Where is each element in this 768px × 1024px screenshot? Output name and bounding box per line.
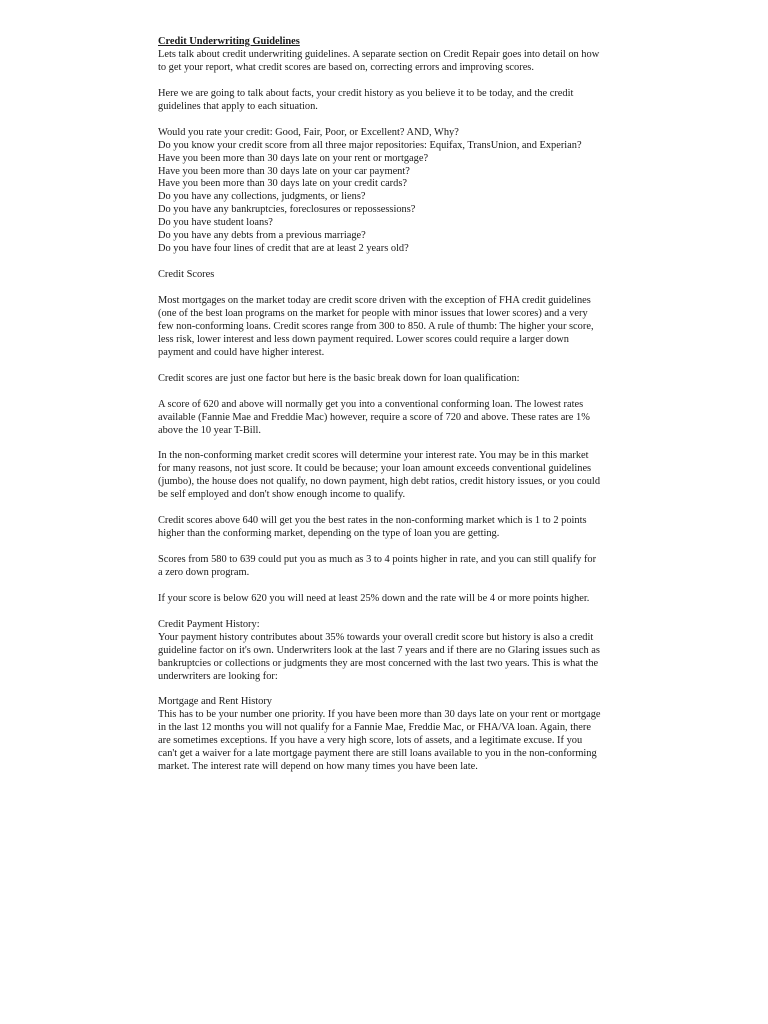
- credit-scores-paragraph: In the non-conforming market credit scores will determine your interest rate. You may be in this market for many reasons, not just score. It could be because; your loan amount exceeds conventional guidelines (jumbo), the house does not qualify, no down payment, high debt ratios, credit history issues, or you could be self employed and don't show enough income to qualify.: [158, 450, 601, 501]
- credit-scores-paragraph: A score of 620 and above will normally get you into a conventional conforming loan. The lowest rates available (Fannie Mae and Freddie Mac) however, require a score of 720 and above. These rates are 1% above the 10 year T-Bill.: [158, 398, 590, 436]
- credit-scores-paragraph: If your score is below 620 you will need at least 25% down and the rate will be 4 or more points higher.: [158, 592, 590, 604]
- credit-scores-paragraph: Most mortgages on the market today are credit score driven with the exception of FHA credit guidelines (one of the best loan programs on the market for people with minor issues that lower scores) and a very few non-conforming loans. Credit scores range from 300 to 850. A rule of thumb: The higher your score, less risk, lower interest and less down payment required. Lower scores could require a larger down payment and could have higher interest.: [158, 295, 594, 358]
- question-item: Do you know your credit score from all three major repositories: Equifax, TransUnion, and Experian?: [158, 139, 582, 151]
- question-item: Do you have any debts from a previous marriage?: [158, 230, 366, 242]
- payment-history-heading: Credit Payment History:: [158, 618, 260, 630]
- intro-paragraph: Lets talk about credit underwriting guidelines. A separate section on Credit Repair goes into detail on how to get your report, what credit scores are based on, correcting errors and improving scores.: [158, 48, 600, 73]
- document-title: Credit Underwriting Guidelines: [158, 36, 300, 47]
- spacer: [158, 114, 603, 127]
- spacer: [158, 386, 603, 399]
- questions-list: [158, 127, 603, 257]
- credit-scores-paragraph: Credit scores above 640 will get you the best rates in the non-conforming market which is 1 to 2 points higher than the conforming market, depending on the type of loan you are getting.: [158, 515, 587, 540]
- question-item: Have you been more than 30 days late on your credit cards?: [158, 178, 407, 190]
- question-item: Have you been more than 30 days late on your car payment?: [158, 165, 410, 177]
- spacer: [158, 683, 603, 696]
- spacer: [158, 580, 603, 593]
- question-item: Do you have any bankruptcies, foreclosures or repossessions?: [158, 204, 416, 216]
- credit-scores-heading: Credit Scores: [158, 269, 215, 281]
- question-item: Do you have any collections, judgments, or liens?: [158, 191, 366, 203]
- question-item: Do you have student loans?: [158, 217, 273, 229]
- spacer: [158, 360, 603, 373]
- mortgage-paragraph: This has to be your number one priority. If you have been more than 30 days late on your rent or mortgage in the last 12 months you will not qualify for a Fannie Mae, Freddie Mac, or FHA/VA loan. Again, there are sometimes exceptions. If you have a very high score, lots of assets, and a legitimate excuse. If you can't get a waiver for a late mortgage payment there are still loans available to you in the non-conforming market. The interest rate will depend on how many times you have been late.: [158, 709, 601, 773]
- question-item: Do you have four lines of credit that are at least 2 years old?: [158, 243, 409, 255]
- document-page: [158, 36, 603, 774]
- question-item: Have you been more than 30 days late on your rent or mortgage?: [158, 152, 429, 164]
- facts-intro-paragraph: Here we are going to talk about facts, your credit history as you believe it to be today, and the credit guidelines that apply to each situation.: [158, 87, 574, 112]
- credit-scores-paragraph: Scores from 580 to 639 could put you as much as 3 to 4 points higher in rate, and you can still qualify for a zero down program.: [158, 553, 597, 578]
- mortgage-heading: Mortgage and Rent History: [158, 696, 272, 708]
- spacer: [158, 606, 603, 619]
- spacer: [158, 75, 603, 88]
- spacer: [158, 502, 603, 515]
- spacer: [158, 541, 603, 554]
- credit-scores-paragraph: Credit scores are just one factor but here is the basic break down for loan qualification:: [158, 372, 520, 384]
- spacer: [158, 282, 603, 295]
- spacer: [158, 437, 603, 450]
- spacer: [158, 256, 603, 269]
- payment-history-paragraph: Your payment history contributes about 35% towards your overall credit score but history is also a credit guideline factor on it's own. Underwriters look at the last 7 years and if there are no Glaring issues such as bankruptcies or collections or judgments they are most concerned with the last two years. This is what the underwriters are looking for:: [158, 631, 600, 682]
- question-item: Would you rate your credit: Good, Fair, Poor, or Excellent? AND, Why?: [158, 126, 459, 138]
